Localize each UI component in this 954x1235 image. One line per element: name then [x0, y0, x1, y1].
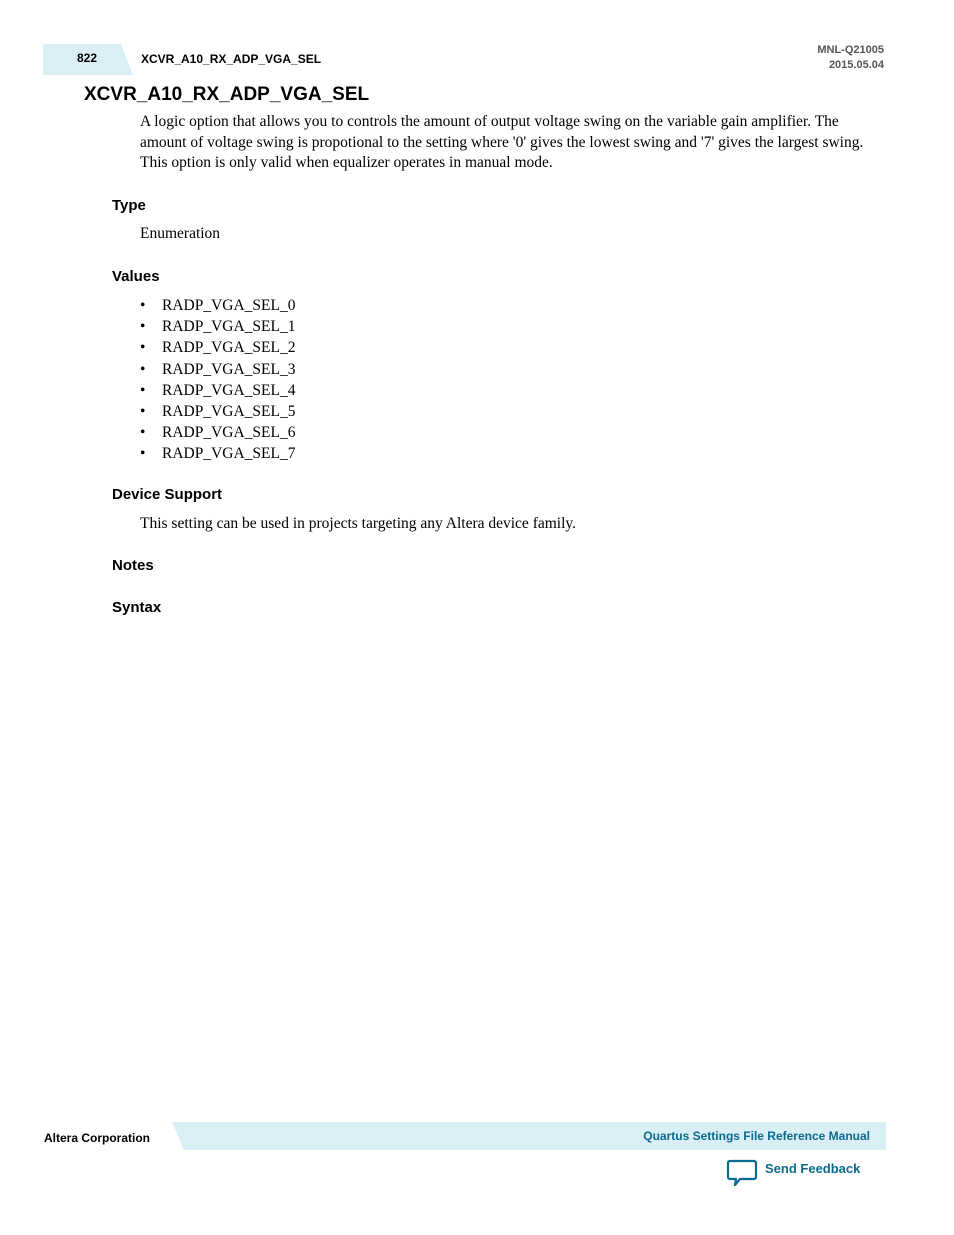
running-title: XCVR_A10_RX_ADP_VGA_SEL	[141, 52, 322, 66]
bullet-icon: •	[140, 339, 146, 357]
bullet-icon: •	[140, 402, 146, 420]
list-item: • RADP_VGA_SEL_4	[140, 381, 296, 399]
company-name: Altera Corporation	[44, 1131, 151, 1145]
speech-bubble-icon	[726, 1158, 758, 1188]
bullet-icon: •	[140, 360, 146, 378]
list-item: • RADP_VGA_SEL_7	[140, 445, 296, 463]
list-item: • RADP_VGA_SEL_3	[140, 360, 296, 378]
page-number: 822	[76, 51, 98, 65]
device-support-heading: Device Support	[112, 486, 223, 503]
type-heading: Type	[112, 197, 146, 214]
document-date: 2015.05.04	[828, 59, 884, 71]
manual-title: Quartus Settings File Reference Manual	[643, 1129, 870, 1143]
list-item: • RADP_VGA_SEL_0	[140, 297, 296, 314]
syntax-heading: Syntax	[112, 599, 162, 616]
type-value: Enumeration	[140, 225, 221, 242]
page-title: XCVR_A10_RX_ADP_VGA_SEL	[84, 84, 370, 105]
bullet-icon: •	[140, 445, 146, 463]
document-id-block	[817, 43, 884, 73]
description: A logic option that allows you to controls the amount of output voltage swing on the variable gain amplifier. The amount of voltage swing is propotional to the setting where '0' gives the lowest swing and '7' gives the largest swing. This option is only valid when equalizer operates in manual mode.	[140, 113, 864, 171]
bullet-icon: •	[140, 381, 146, 399]
list-item: • RADP_VGA_SEL_6	[140, 424, 296, 442]
notes-heading: Notes	[112, 557, 154, 574]
device-support-text: This setting can be used in projects targeting any Altera device family.	[140, 515, 577, 532]
document-id: MNL-Q21005	[817, 44, 884, 56]
list-item: • RADP_VGA_SEL_2	[140, 339, 296, 357]
list-item: • RADP_VGA_SEL_5	[140, 402, 296, 420]
send-feedback-link[interactable]	[726, 1158, 860, 1188]
values-list	[140, 295, 295, 465]
bullet-icon: •	[140, 318, 146, 336]
bullet-icon: •	[140, 297, 146, 314]
send-feedback-label[interactable]: Send Feedback	[765, 1161, 861, 1176]
values-heading: Values	[112, 268, 160, 285]
list-item: • RADP_VGA_SEL_1	[140, 318, 296, 336]
bullet-icon: •	[140, 424, 146, 442]
